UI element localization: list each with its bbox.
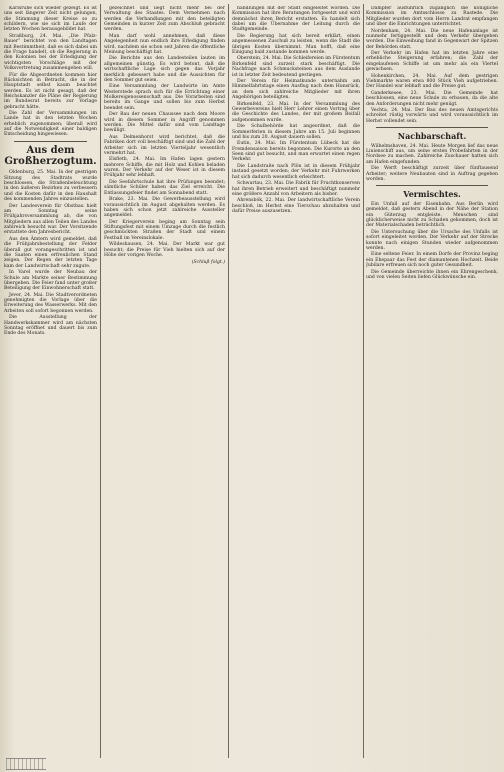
article-paragraph: Eine Versammlung der Landwirte im Amte Westerstede sprach sich für die Errichtung einer Molkereigenossenschaft aus. Die Vorarbeiten sind bereits im Gange und sollen bis zum Herbst beendet sein. — [104, 84, 225, 111]
article-paragraph: Aus Delmenhorst wird berichtet, daß die Fabriken dort voll beschäftigt sind und die Zahl der Arbeiter sich im letzten Vierteljahr wesentlich vermehrt hat. — [104, 134, 225, 156]
article-paragraph: Wildeshausen, 24. Mai. Der Markt war gut besucht; die Preise für Vieh hielten sich auf der Höhe der vorigen Woche. — [104, 242, 225, 258]
section-heading: Vermischtes. — [403, 188, 461, 199]
column-1 — [4, 6, 97, 758]
article-paragraph: Aus den Ämtern wird gemeldet, daß die Frühjahrsbestellung der Felder überall gut vorangeschritten ist und die Saaten einen erfreulichen Stand zeigen. Der Regen der letzten Tage kam der Landwirtschaft sehr zugute. — [4, 236, 97, 269]
article-paragraph: Für die Abgeordneten kommen hier Rücksichten in Betracht, die in der Hauptstadt selbst kaum beachtet werden. Es ist nicht gesagt, daß der Reichskanzler die Pläne der Regierung im Bundesrat bereits zur Vorlage gebracht hätte. — [4, 72, 97, 110]
article-paragraph: Die Werft beschäftigt zurzeit über fünftausend Arbeiter; weitere Neubauten sind in Auftrag gegeben worden. — [366, 166, 498, 182]
article-paragraph: Birkenfeld, 23. Mai. In der Versammlung des Gewerbevereins hielt Herr Lehrer einen Vortrag über die Geschichte des Landes, der mit großem Beifall aufgenommen wurde. — [232, 101, 360, 123]
article-paragraph: handlungen mit der Stadt eingeleitet worden. Die Kommission hat ihre Beratungen fortgesetzt und wird demnächst ihren Bericht erstatten. Es handelt sich dabei um die Übernahme der Leitung durch die Stadtgemeinde. — [232, 6, 360, 33]
article-paragraph: Nordenham, 24. Mai. Die neue Hafenanlage ist nunmehr fertiggestellt und dem Verkehr übergeben worden. Die Einweihung fand in Gegenwart der Spitzen der Behörden statt. — [366, 28, 498, 50]
article-paragraph: Schwartau, 23. Mai. Die Fabrik für Fruchtkonserven hat ihren Betrieb erweitert und beschäftigt nunmehr eine größere Anzahl von Arbeitern als bisher. — [232, 181, 360, 197]
article-paragraph: Der Kriegerverein beging am Sonntag sein Stiftungsfest mit einem Umzuge durch die festlich geschmückten Straßen der Stadt und einem Festball im Vereinslokale. — [104, 219, 225, 241]
section-rule — [14, 141, 87, 142]
article-paragraph: Die Schulbehörde hat angeordnet, daß die Sommerferien in diesem Jahre am 15. Juli beginnen und bis zum 20. August dauern sollen. — [232, 124, 360, 140]
article-paragraph: Ganderkesee, 23. Mai. Die Gemeinde hat beschlossen, eine neue Schule zu erbauen, da die alte den Anforderungen nicht mehr genügt. — [366, 90, 498, 107]
section-rule — [376, 185, 488, 186]
article-paragraph: Die Untersuchung über die Ursache des Unfalls ist sofort eingeleitet worden. Der Verkehr auf der Strecke konnte nach einigen Stunden wieder aufgenommen werden. — [366, 229, 498, 251]
article-paragraph: Der Verein für Heimatkunde unternahm am Himmelfahrtstage einen Ausflug nach dem Hunsrück, an dem sich zahlreiche Mitglieder mit ihren Angehörigen beteiligten. — [232, 79, 360, 101]
scale-ruler — [6, 758, 46, 770]
article-paragraph: Brake, 23. Mai. Die Gewerbeausstellung wird voraussichtlich im August abgehalten werden. Es haben sich schon jetzt zahlreiche Aussteller angemeldet. — [104, 197, 225, 219]
section-heading: Aus dem Großherzogtum. — [4, 145, 97, 168]
article-paragraph: Elsfleth, 24. Mai. Im Hafen lagen gestern mehrere Schiffe, die mit Holz und Kohlen beladen waren. Der Verkehr auf der Weser ist in diesem Frühjahr sehr lebhaft. — [104, 157, 225, 179]
article-paragraph: Oldenburg, 25. Mai. In der gestrigen Sitzung des Stadtrats wurde beschlossen, die Straßenbeleuchtung in den äußeren Bezirken zu verbessern und die Kosten dafür in den Haushalt des kommenden Jahres einzustellen. — [4, 170, 97, 203]
article-paragraph: Die Gemeinde überreichte ihnen ein Ehrengeschenk, und von vielen Seiten liefen Glückwünsche ein. — [366, 269, 498, 280]
article-paragraph: Straßburg, 24. Mai. „Die Pfalz-Bauer“ berichtet von den Landtagen mit Bestimmtheit, daß es sich dabei um die Frage handelt, ob die Regierung in den Kolonien bei der Erledigung der wichtigsten Vorschläge mit der Volksvertretung zusammengehen will. — [4, 33, 97, 71]
article-paragraph: Vechta, 24. Mai. Der Bau des neuen Amtsgerichts schreitet rüstig vorwärts und wird voraussichtlich im Herbst vollendet sein. — [366, 108, 498, 124]
article-paragraph: Der Verkehr im Hafen hat im letzten Jahre eine erhebliche Steigerung erfahren; die Zahl der eingelaufenen Schiffe ist um mehr als ein Viertel gewachsen. — [366, 51, 498, 73]
article-paragraph: In Varel wurde der Neubau der Schule am Markte seiner Bestimmung übergeben. Die Feier fand unter großer Beteiligung der Einwohnerschaft statt. — [4, 270, 97, 292]
article-paragraph: Eine seltene Feier. In einem Dorfe der Provinz beging ein Ehepaar das Fest der diamantenen Hochzeit. Beide Jubilare erfreuen sich noch guter Gesundheit. — [366, 252, 498, 269]
article-paragraph: Ein Unfall auf der Eisenbahn. Aus Berlin wird gemeldet, daß gestern Abend in der Nähe der Station ein Güterzug entgleiste. Menschen sind glücklicherweise nicht zu Schaden gekommen, doch ist der Materialschaden beträchtlich. — [366, 201, 498, 229]
article-paragraph: Oberstein, 24. Mai. Die Schleifereien im Fürstentum Birkenfeld sind zurzeit stark beschäftigt. Die Nachfrage nach Schmucksteinen aus dem Auslande ist in letzter Zeit bedeutend gestiegen. — [232, 56, 360, 78]
article-paragraph: Wilhelmshaven, 24. Mai. Heute Morgen lief das neue Linienschiff aus, um seine ersten Probefahrten in der Nordsee zu machen. Zahlreiche Zuschauer hatten sich am Hafen eingefunden. — [366, 143, 498, 165]
article-paragraph: Die Landstraße nach Plön ist in diesem Frühjahr instand gesetzt worden; der Verkehr mit Fuhrwerken hat sich dadurch wesentlich erleichtert. — [232, 163, 360, 180]
column-4 — [366, 6, 498, 758]
section-heading: Nachbarschaft. — [397, 130, 467, 141]
article-paragraph: Die Seefahrtschule hat ihre Prüfungen beendet; sämtliche Schüler haben das Ziel erreicht. Die Entlassungsfeier findet am Sonnabend statt. — [104, 179, 225, 196]
article-paragraph: Die Zahl der Versammlungen im Lande hat in den letzten Wochen erheblich zugenommen; überall wird auf die Notwendigkeit einer baldigen Entscheidung hingewiesen. — [4, 111, 97, 138]
article-paragraph: Die Berichte aus den Landesteilen lauten im allgemeinen günstig. Es wird betont, daß die wirtschaftliche Lage sich gegen das Vorjahr merklich gebessert habe und die Aussichten für den Sommer gut seien. — [104, 56, 225, 83]
article-paragraph: Karlsruhe sich wieder gezeigt. Es ist uns seit längerer Zeit nicht gelungen, die Stimmung dieser Kreise so zu schildern, wie sie sich im Laufe der letzten Wochen herausgebildet hat. — [4, 6, 97, 33]
article-paragraph: Dampfer ausführlich zugänglich die königliche Kommission im Amtsschlosse zu Rastede. Die Mitglieder wurden dort vom Herrn Landrat empfangen und über die Einrichtungen unterrichtet. — [366, 6, 498, 28]
continuation-note: (Schluß folgt.) — [191, 259, 225, 265]
article-paragraph: Der Landesverein für Obstbau hielt am Sonntag seine Frühjahrsversammlung ab, die von Mitgliedern aus allen Teilen des Landes zahlreich besucht war. Der Vorsitzende erstattete den Jahresbericht. — [4, 203, 97, 236]
article-paragraph: gezeichnet und liegt nicht mehr bei der Verwaltung des Staates. Dem Vernehmen nach werden die Verhandlungen mit den beteiligten Gemeinden in kurzer Zeit zum Abschluß gebracht werden. — [104, 6, 225, 33]
column-rule — [228, 4, 229, 758]
column-3 — [232, 6, 360, 758]
column-rule — [100, 4, 101, 758]
article-paragraph: Hohenkirchen, 24. Mai. Auf dem gestrigen Viehmarkte waren etwa 800 Stück Vieh aufgetrieben. Der Handel war lebhaft und die Preise gut. — [366, 73, 498, 90]
article-paragraph: Man darf wohl annehmen, daß diese Angelegenheit nun endlich ihre Erledigung finden wird, nachdem sie schon seit Jahren die öffentliche Meinung beschäftigt hat. — [104, 33, 225, 55]
article-paragraph: Eutin, 24. Mai. Im Fürstentum Lübeck hat die Fremdensaison bereits begonnen. Die Kurorte an den Seen sind gut besucht, und man erwartet einen regen Verkehr. — [232, 141, 360, 163]
article-paragraph: Die Regierung hat sich bereit erklärt, einen angemessenen Zuschuß zu leisten, wenn die Stadt die übrigen Kosten übernimmt. Man hofft, daß eine Einigung bald zustande kommen werde. — [232, 33, 360, 55]
article-paragraph: Die Ausstellung der Handwerkskammer wird am nächsten Sonntag eröffnet und dauert bis zum Ende des Monats. — [4, 315, 97, 337]
article-paragraph: Der Bau der neuen Chaussee nach dem Moore wird in diesem Sommer in Angriff genommen werden. Die Mittel dafür sind vom Landtage bewilligt. — [104, 112, 225, 134]
section-rule — [376, 127, 488, 128]
column-2 — [104, 6, 225, 758]
column-rule — [363, 4, 364, 758]
article-paragraph: Ahrensbök, 22. Mai. Der landwirtschaftliche Verein beschloß, im Herbst eine Tierschau abzuhalten und dafür Preise auszusetzen. — [232, 198, 360, 215]
article-paragraph: Jever, 24. Mai. Die Stadtverordneten genehmigten die Vorlage über die Erweiterung des Wasserwerks. Mit den Arbeiten soll sofort begonnen werden. — [4, 292, 97, 314]
